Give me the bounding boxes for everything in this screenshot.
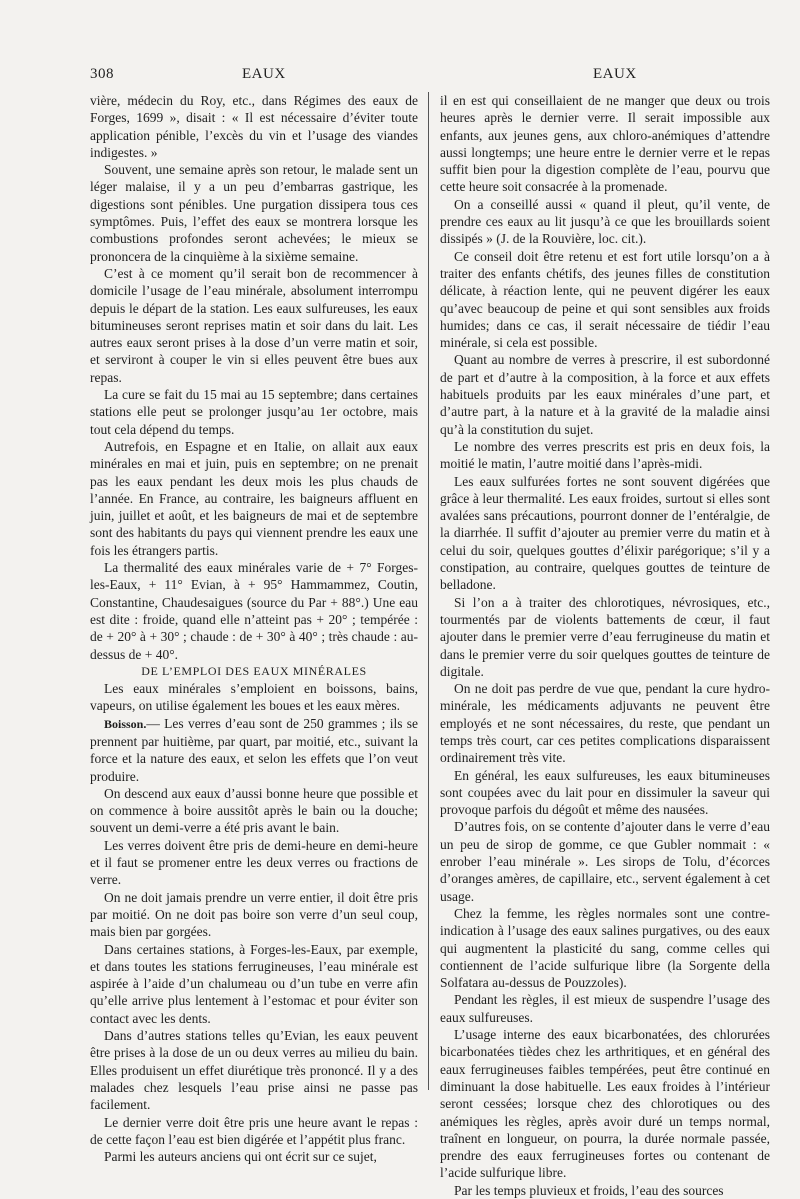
paragraph: Le nombre des verres prescrits est pris en deux fois, la moitié le matin, l’autre moitié dans l’après-midi. — [440, 438, 770, 472]
page-number: 308 — [90, 66, 114, 82]
paragraph: Si l’on a à traiter des chlorotiques, névrosiques, etc., tourmentés par de violents battements de cœur, il faut ajouter dans le premier verre d’eau ferrugineuse du matin et dans le premier verre du soir quelques gouttes de teinture de digitale. — [440, 594, 770, 679]
paragraph: Chez la femme, les règles normales sont une contre-indication à l’usage des eaux salines purgatives, ou des eaux qui augmentent la plasticité du sang, comme celles qui contiennent de l’acide sulfurique libre (la Sorgente della Solfatara au-dessus de Pouzzoles). — [440, 905, 770, 991]
left-column — [90, 92, 418, 1165]
paragraph: C’est à ce moment qu’il serait bon de recommencer à domicile l’usage de l’eau minérale, absolument interrompu depuis le départ de la station. Les eaux sulfureuses, les eaux bitumineuses seront reprises matin et soir dans du lait. Les autres eaux seront prises à la dose d’un verre matin et soir, et serviront à couper le vin si elles peuvent être bues aux repas. — [90, 265, 418, 385]
paragraph — [90, 715, 418, 785]
paragraph: La thermalité des eaux minérales varie de + 7° Forges-les-Eaux, + 11° Evian, à + 95° Hammammez, Coutin, Constantine, Chaudesaigues (source du Par + 88°.) Une eau est dite : froide, quand elle n’atteint pas + 20° ; tempérée : de + 20° à + 30° ; chaude : de + 30° à 40° ; très chaude : au-dessus de + 40°. — [90, 560, 418, 662]
paragraph-text: — Les verres d’eau sont de 250 grammes ; ils se prennent par huitième, par quart, par moitié, etc., suivant la force et la nature des eaux, et selon les effets que l’on veut produire. — [90, 715, 418, 784]
right-column — [440, 92, 770, 1199]
paragraph: Le dernier verre doit être pris une heure avant le repas : de cette façon l’eau est bien digérée et l’appétit plus franc. — [90, 1114, 418, 1147]
paragraph: Souvent, une semaine après son retour, le malade sent un léger malaise, il y a un peu d’embarras gastrique, les digestions sont pénibles. Une purgation dissipera tous ces symptômes. Puis, l’effet des eaux se montrera lorsque les combustions profondes seront achevées; le mieux se prononcera de la cinquième à la sixième semaine. — [90, 162, 418, 264]
paragraph: Les eaux sulfurées fortes ne sont souvent digérées que grâce à leur thermalité. Les eaux froides, surtout si elles sont avalées sans précautions, pourront donner de l’entéralgie, de la diarrhée. Il suffit d’ajouter au premier verre du matin et à celui du soir, quelques gouttes d’élixir parégorique; s’il y a constipation, au contraire, quelques gouttes de teinture de belladone. — [440, 473, 770, 593]
paragraph: Quant au nombre de verres à prescrire, il est subordonné de part et d’autre à la composition, à la force et aux effets habituels produits par les eaux minérales d’une part, et d’autre part, à la nature et à la gravité de la maladie ainsi qu’à la constitution du sujet. — [440, 352, 770, 437]
paragraph: La cure se fait du 15 mai au 15 septembre; dans certaines stations elle peut se prolonger jusqu’au 1er octobre, mais tout cela dépend du temps. — [90, 387, 418, 437]
paragraph: D’autres fois, on se contente d’ajouter dans le verre d’eau un peu de sirop de gomme, ce que Gubler nommait : « enrober l’eau minérale ». Les sirops de Tolu, d’écorces d’oranges amères, de capillaire, etc., servent également à cet usage. — [440, 819, 770, 904]
paragraph: vière, médecin du Roy, etc., dans Régimes des eaux de Forges, 1699 », disait : « Il est nécessaire d’éviter toute application pénible, l’excès du vin et l’usage des viandes indigestes. » — [90, 93, 418, 160]
paragraph: Ce conseil doit être retenu et est fort utile lorsqu’on a à traiter des enfants chétifs, des jeunes filles de constitution délicate, à réaction lente, qui ne peuvent digérer les eaux qu’avec beaucoup de peine et qui sont sensibles aux froids humides; dans ce cas, il serait nécessaire de tiédir l’eau minérale, si cela est possible. — [440, 248, 770, 351]
paragraph: On a conseillé aussi « quand il pleut, qu’il vente, de prendre ces eaux au lit jusqu’à ce que les brouillards soient dissipés » (J. de la Rouvière, loc. cit.). — [440, 196, 770, 247]
paragraph: On ne doit pas perdre de vue que, pendant la cure hydro-minérale, les médicaments adjuvants ne peuvent être employés et ne sont nécessaires, du reste, que pendant un temps très court, car ces petites complications disparaissent ordinairement très vite. — [440, 681, 770, 766]
paragraph: On descend aux eaux d’aussi bonne heure que possible et on commence à boire aussitôt après le bain ou la douche; souvent un demi-verre a été pris avant le bain. — [90, 785, 418, 836]
section-subtitle: DE L’EMPLOI DES EAUX MINÉRALES — [141, 663, 367, 678]
run-in-heading: Boisson. — [104, 716, 147, 731]
paragraph: Par les temps pluvieux et froids, l’eau des sources — [454, 1182, 724, 1198]
column-divider — [428, 92, 429, 1090]
paragraph: On ne doit jamais prendre un verre entier, il doit être pris par moitié. On ne doit pas boire son verre d’un seul coup, mais bien par gorgées. — [90, 889, 418, 940]
paragraph: Dans d’autres stations telles qu’Evian, les eaux peuvent être prises à la dose de un ou deux verres au milieu du bain. Elles produisent un effet diurétique très prononcé. Il y a des malades chez lesquels l’eau prise ainsi ne passe pas facilement. — [90, 1028, 418, 1113]
paragraph: Les verres doivent être pris de demi-heure en demi-heure et il faut se promener entre les deux verres ou fractions de verre. — [90, 837, 418, 888]
paragraph: il en est qui conseillaient de ne manger que deux ou trois heures après le dernier verre. Il serait impossible aux enfants, aux jeunes gens, aux chloro-anémiques d’attendre aussi longtemps; une heure entre le dernier verre et le repas suffit bien pour la digestion complète de l’eau, pourvu que cette heure soit consacrée à la promenade. — [440, 93, 770, 195]
paragraph: Les eaux minérales s’emploient en boissons, bains, vapeurs, on utilise également les boues et les eaux mères. — [90, 681, 418, 714]
paragraph: Pendant les règles, il est mieux de suspendre l’usage des eaux sulfureuses. — [440, 992, 770, 1025]
running-title-left: EAUX — [242, 66, 286, 82]
running-title-right: EAUX — [593, 66, 637, 82]
paragraph: L’usage interne des eaux bicarbonatées, des chlorurées bicarbonatées tièdes chez les arthritiques, et en général des eaux ferrugineuses faibles tempérées, peut être continué en diminuant la dose habituelle. Les eaux froides à l’intérieur seront cessées; lorsque chez des chlorotiques ou des anémiques les règles, après avoir duré un temps normal, traînent en longueur, on pourra, la durée normale passée, prendre des eaux ferrugineuses fortes ou contenant de l’acide sulfurique libre. — [440, 1027, 770, 1181]
paragraph: En général, les eaux sulfureuses, les eaux bitumineuses sont coupées avec du lait pour en dissimuler la saveur qui provoque parfois du dégoût et même des nausées. — [440, 767, 770, 818]
paragraph: Autrefois, en Espagne et en Italie, on allait aux eaux minérales en mai et juin, puis en septembre; on ne prenait pas les eaux pendant les deux mois les plus chauds de l’année. En France, au contraire, les baigneurs affluent en juin, juillet et août, et les baigneurs de mai et de septembre sont des habitants du pays qui viennent prendre les eaux une fois les étrangers partis. — [90, 438, 418, 558]
paragraph: Parmi les auteurs anciens qui ont écrit sur ce sujet, — [104, 1149, 377, 1165]
paragraph: Dans certaines stations, à Forges-les-Eaux, par exemple, et dans toutes les stations ferrugineuses, l’eau minérale est aspirée à l’aide d’un chalumeau ou d’un tube en verre afin qu’elle arrive plus lentement à l’estomac et pour éviter son contact avec les dents. — [90, 941, 418, 1026]
